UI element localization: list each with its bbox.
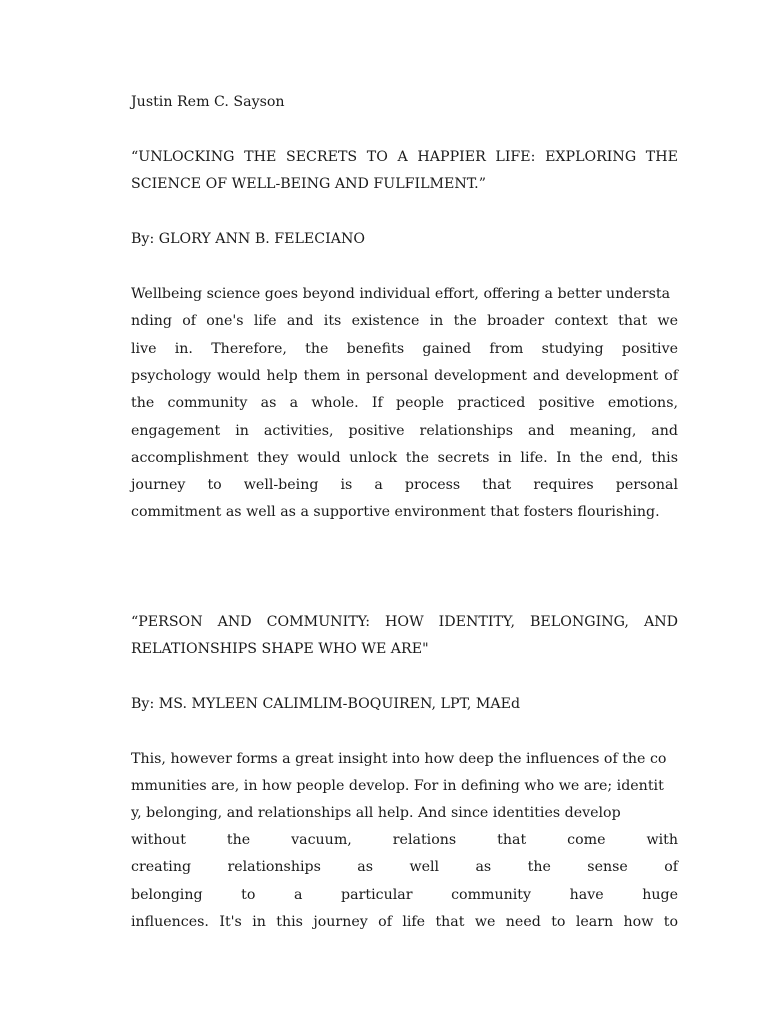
essay2-byline: By: MS. MYLEEN CALIMLIM-BOQUIREN, LPT, MAEd: [131, 696, 521, 712]
essay2-body-line-6: belonging to a particular community have huge: [131, 887, 678, 903]
essay1-body-line-1: Wellbeing science goes beyond individual effort, offering a better understa: [131, 286, 671, 302]
essay2-title-line-2: RELATIONSHIPS SHAPE WHO WE ARE": [131, 641, 429, 657]
essay1-title-line-1: “UNLOCKING THE SECRETS TO A HAPPIER LIFE: EXPLORING THE: [131, 149, 678, 165]
essay1-body-line-7: accomplishment they would unlock the secrets in life. In the end, this: [131, 450, 678, 466]
essay1-body-line-6: engagement in activities, positive relationships and meaning, and: [131, 423, 678, 439]
essay2-body-line-2: mmunities are, in how people develop. For in defining who we are; identit: [131, 778, 664, 794]
essay2-body-line-4: without the vacuum, relations that come with: [131, 832, 678, 848]
essay1-body-line-9: commitment as well as a supportive environment that fosters flourishing.: [131, 504, 660, 520]
essay1-body-line-4: psychology would help them in personal development and development of: [131, 368, 678, 384]
essay2-title-line-1: “PERSON AND COMMUNITY: HOW IDENTITY, BELONGING, AND: [131, 614, 678, 630]
essay2-body-line-5: creating relationships as well as the sense of: [131, 859, 678, 875]
essay1-byline: By: GLORY ANN B. FELECIANO: [131, 231, 365, 247]
essay2-body-line-3: y, belonging, and relationships all help. And since identities develop: [131, 805, 621, 821]
essay1-body-line-2: nding of one's life and its existence in the broader context that we: [131, 313, 678, 329]
essay1-body-line-5: the community as a whole. If people practiced positive emotions,: [131, 395, 678, 411]
essay2-body-line-1: This, however forms a great insight into how deep the influences of the co: [131, 751, 667, 767]
essay2-body-line-7: influences. It's in this journey of life that we need to learn how to: [131, 914, 678, 930]
author-name: Justin Rem C. Sayson: [131, 94, 285, 110]
essay1-title-line-2: SCIENCE OF WELL-BEING AND FULFILMENT.”: [131, 176, 486, 192]
essay1-body-line-3: live in. Therefore, the benefits gained from studying positive: [131, 341, 678, 357]
essay1-body-line-8: journey to well-being is a process that requires personal: [131, 477, 678, 493]
